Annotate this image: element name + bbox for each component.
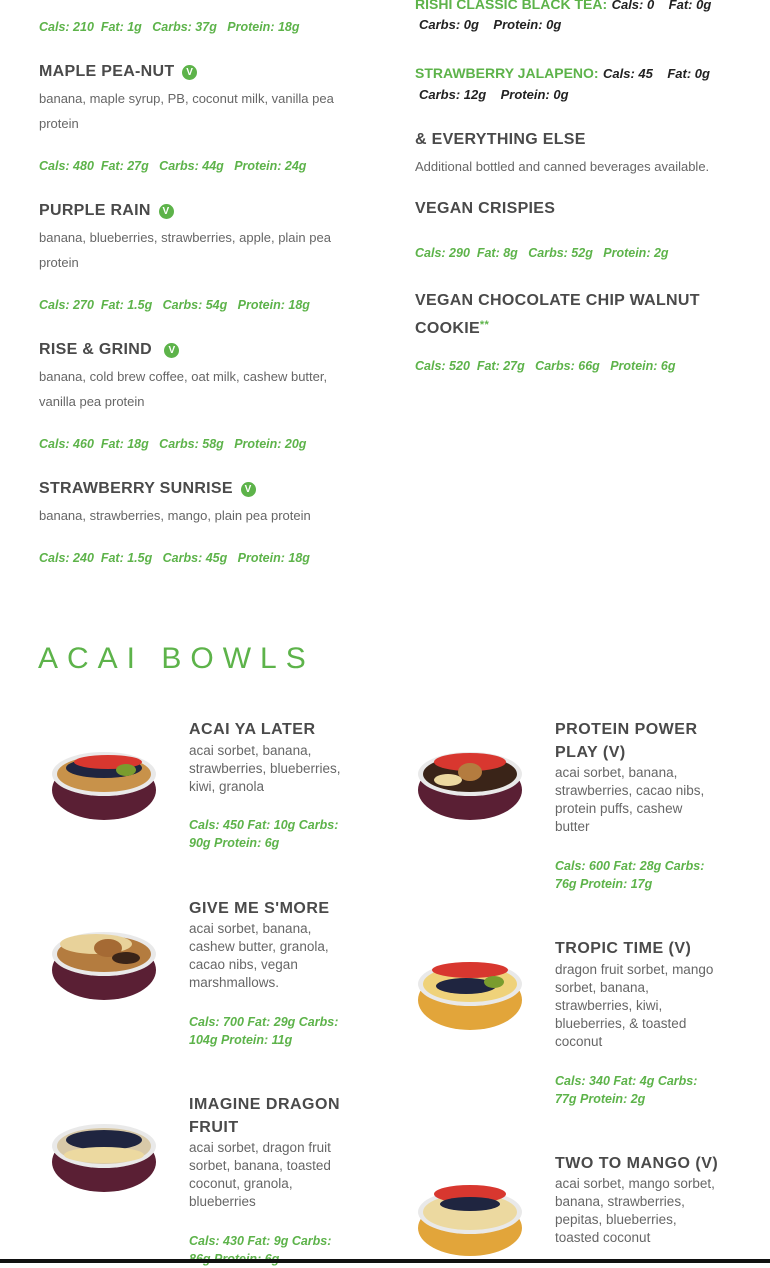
drink-nutrition: Carbs: 12g Protein: 0g — [419, 87, 569, 102]
bowl-desc: dragon fruit sorbet, mango sorbet, banana, strawberries, kiwi, blueberries, & toasted coconut — [555, 962, 714, 1049]
menu-item-desc: banana, strawberries, mango, plain pea protein — [39, 508, 311, 523]
vegan-icon: V — [182, 65, 197, 80]
drink-item — [415, 0, 711, 17]
bowl-title: ACAI YA LATER — [189, 721, 316, 738]
smoothie-nutrition: Cals: 480 Fat: 27g Carbs: 44g Protein: 24g — [39, 159, 307, 173]
bowl-image-tropic-time — [414, 938, 526, 1034]
bowl-image-imagine-dragon-fruit — [48, 1100, 160, 1196]
bowl-title: TWO TO MANGO (V) — [555, 1155, 719, 1172]
bowl-desc: acai sorbet, banana, cashew butter, granola, cacao nibs, vegan marshmallows. — [189, 921, 329, 990]
bowl-nutrition: Cals: 430 Fat: 9g Carbs: — [189, 1234, 332, 1248]
bowl-desc: acai sorbet, mango sorbet, banana, strawberries, pepitas, blueberries, toasted coconut — [555, 1176, 715, 1245]
drink-label: STRAWBERRY JALAPENO: — [415, 65, 599, 81]
bowl-title: PROTEIN POWER PLAY (V) — [555, 721, 698, 761]
menu-item-desc: banana, cold brew coffee, oat milk, cashew butter, vanilla pea protein — [39, 369, 328, 409]
smoothie-nutrition: Cals: 270 Fat: 1.5g Carbs: 54g Protein: 18g — [39, 298, 310, 312]
menu-item-desc: banana, blueberries, strawberries, apple, plain pea protein — [39, 230, 331, 270]
smoothie-nutrition: Cals: 240 Fat: 1.5g Carbs: 45g Protein: 18g — [39, 551, 310, 565]
vegan-icon: V — [164, 343, 179, 358]
menu-item-desc: banana, maple syrup, PB, coconut milk, vanilla pea protein — [39, 91, 334, 131]
drink-item — [415, 61, 710, 86]
bowl-desc: acai sorbet, dragon fruit sorbet, banana, toasted coconut, granola, blueberries — [189, 1140, 331, 1209]
drink-nutrition: Cals: 0 Fat: 0g — [611, 0, 712, 12]
bowl-image-two-to-mango — [414, 1166, 526, 1258]
bowl-image-give-me-smore — [48, 908, 160, 1004]
bowl-image-protein-power-play — [414, 728, 526, 824]
bowl-nutrition: Cals: 600 Fat: 28g Carbs: 76g Protein: 17g — [555, 859, 705, 891]
footnote-mark: ** — [479, 319, 490, 331]
bowl-title: TROPIC TIME (V) — [555, 940, 692, 957]
bowl-title: GIVE ME S'MORE — [189, 900, 330, 917]
bowl-title: IMAGINE DRAGON FRUIT — [189, 1096, 340, 1136]
menu-item-title: PURPLE RAIN V — [39, 202, 174, 220]
smoothie-nutrition: Cals: 460 Fat: 18g Carbs: 58g Protein: 20g — [39, 437, 307, 451]
drink-nutrition: Cals: 45 Fat: 0g — [603, 66, 710, 81]
menu-item-title: RISE & GRIND V — [39, 341, 179, 359]
smoothie-nutrition: Cals: 210 Fat: 1g Carbs: 37g Protein: 18g — [39, 20, 300, 34]
section-title-acai-bowls: ACAI BOWLS — [38, 642, 315, 675]
bowl-image-acai-ya-later — [48, 728, 160, 824]
item-nutrition: Cals: 290 Fat: 8g Carbs: 52g Protein: 2g — [415, 246, 669, 260]
menu-item-title: STRAWBERRY SUNRISE V — [39, 480, 256, 498]
menu-item-title: & EVERYTHING ELSE — [415, 131, 586, 148]
vegan-icon: V — [159, 204, 174, 219]
vegan-icon: V — [241, 482, 256, 497]
drink-nutrition: Carbs: 0g Protein: 0g — [419, 17, 562, 32]
item-nutrition: Cals: 520 Fat: 27g Carbs: 66g Protein: 6g — [415, 359, 676, 373]
bowl-desc: acai sorbet, banana, strawberries, blueberries, kiwi, granola — [189, 743, 341, 794]
drink-label: RISHI CLASSIC BLACK TEA: — [415, 0, 608, 12]
menu-item-desc: Additional bottled and canned beverages available. — [415, 159, 710, 174]
bowl-nutrition: Cals: 340 Fat: 4g Carbs: 77g Protein: 2g — [555, 1074, 698, 1106]
bowl-nutrition: Cals: 450 Fat: 10g Carbs: 90g Protein: 6g — [189, 818, 339, 850]
bowl-nutrition: Cals: 700 Fat: 29g Carbs: 104g Protein: 11g — [189, 1015, 339, 1047]
menu-item-title: VEGAN CHOCOLATE CHIP WALNUT COOKIE** — [415, 292, 700, 337]
bowl-desc: acai sorbet, banana, strawberries, cacao nibs, protein puffs, cashew butter — [555, 765, 705, 834]
bottom-bar — [0, 1259, 770, 1263]
menu-item-title: MAPLE PEA-NUT V — [39, 63, 197, 81]
menu-item-title: VEGAN CRISPIES — [415, 200, 556, 217]
